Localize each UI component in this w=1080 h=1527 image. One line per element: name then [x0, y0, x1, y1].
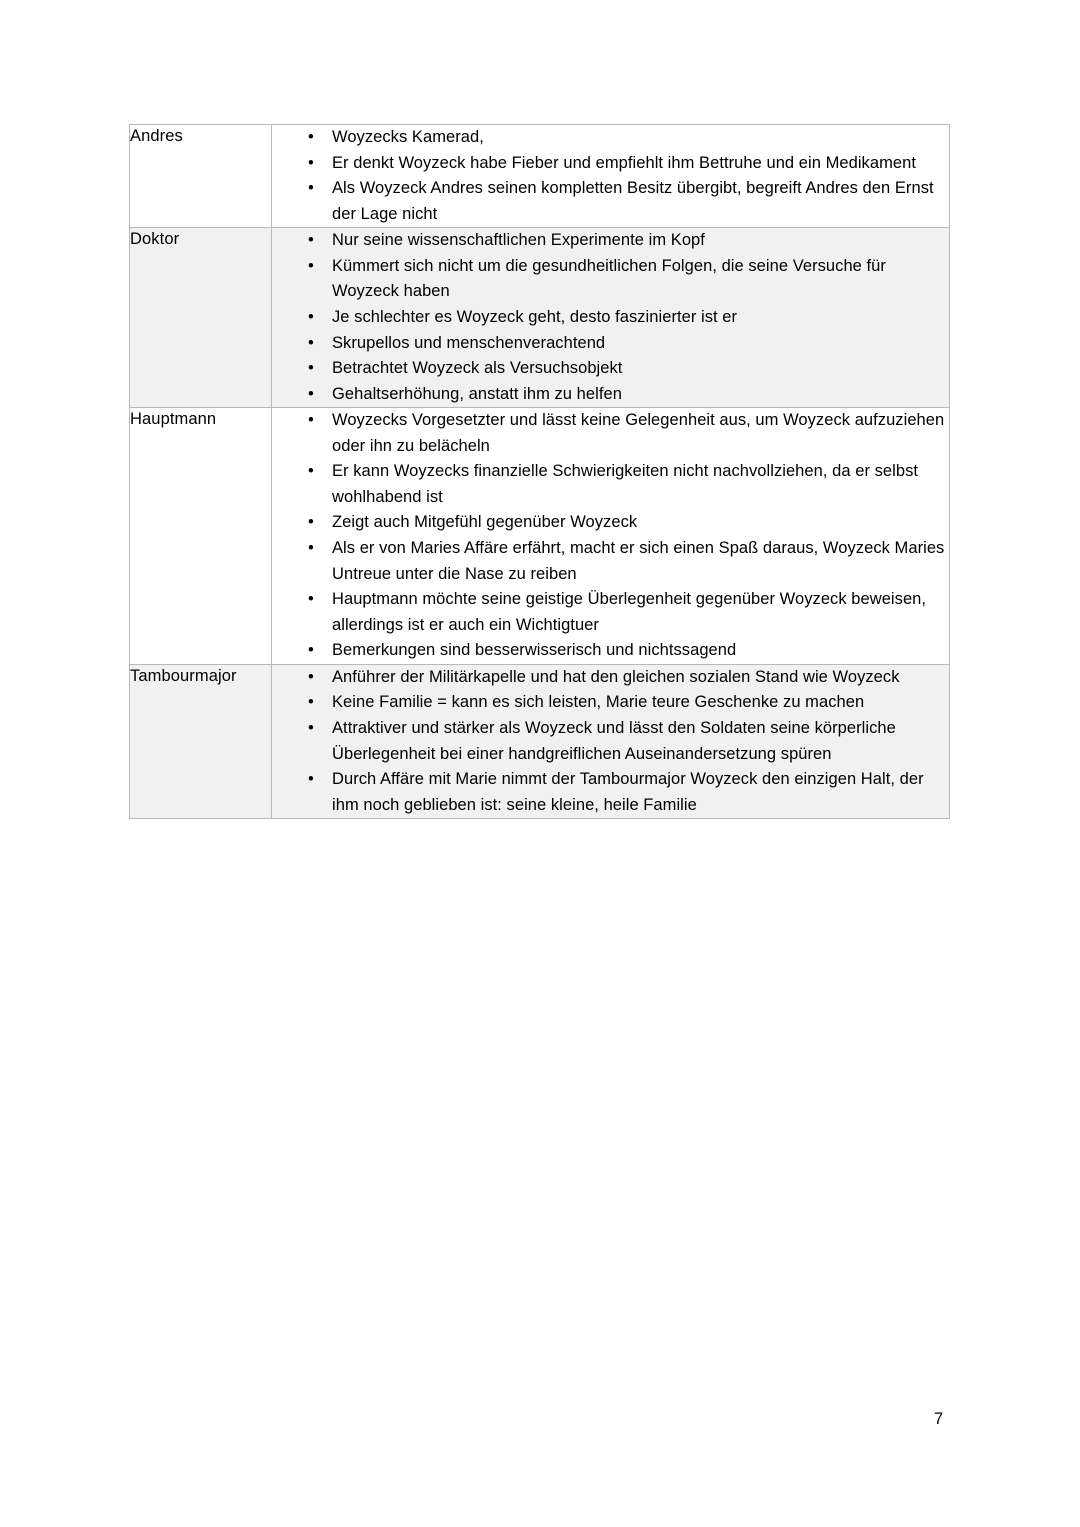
list-item: [272, 690, 949, 716]
list-item: [272, 356, 949, 382]
trait-text: Hauptmann möchte seine geistige Überlegenheit gegenüber Woyzeck beweisen, allerdings ist er auch ein Wichtigtuer: [332, 590, 927, 634]
list-item: [272, 176, 949, 227]
trait-text: Kümmert sich nicht um die gesundheitlichen Folgen, die seine Versuche für Woyzeck haben: [332, 256, 886, 301]
table-row: [130, 125, 950, 228]
trait-text: Woyzecks Vorgesetzter und lässt keine Gelegenheit aus, um Woyzeck aufzuziehen oder ihn zu belächeln: [332, 411, 945, 455]
list-item: [272, 331, 949, 357]
bullet-icon: •: [308, 231, 314, 250]
list-item: [272, 459, 949, 510]
bullet-icon: •: [308, 513, 314, 532]
list-item: [272, 151, 949, 177]
bullet-icon: •: [308, 128, 314, 146]
trait-text: Skrupellos und menschenverachtend: [332, 333, 606, 352]
list-item: [272, 665, 949, 691]
character-name: Doktor: [130, 230, 180, 249]
bullet-icon: •: [308, 333, 314, 352]
bullet-icon: •: [308, 307, 314, 326]
bullet-icon: •: [308, 693, 314, 712]
list-item: [272, 408, 949, 459]
character-traits-cell: [272, 408, 950, 665]
trait-text: Er kann Woyzecks finanzielle Schwierigkeiten nicht nachvollziehen, da er selbst wohlhabend ist: [332, 462, 919, 506]
table-row: [130, 228, 950, 408]
bullet-icon: •: [308, 384, 314, 403]
character-traits-table: [129, 124, 950, 819]
list-item: [272, 638, 949, 664]
list-item: [272, 587, 949, 638]
character-traits-cell: [272, 125, 950, 228]
trait-text: Zeigt auch Mitgefühl gegenüber Woyzeck: [332, 513, 638, 532]
trait-list: [272, 665, 949, 818]
trait-list: [272, 228, 949, 407]
bullet-icon: •: [308, 641, 314, 660]
trait-text: Er denkt Woyzeck habe Fieber und empfiehlt ihm Bettruhe und ein Medikament: [332, 153, 916, 172]
bullet-icon: •: [308, 359, 314, 378]
list-item: [272, 228, 949, 254]
character-name-cell: [130, 664, 272, 818]
trait-text: Als er von Maries Affäre erfährt, macht er sich einen Spaß daraus, Woyzeck Maries Untreue unter die Nase zu reiben: [332, 539, 945, 583]
list-item: [272, 382, 949, 408]
character-name: Hauptmann: [130, 410, 217, 429]
trait-text: Anführer der Militärkapelle und hat den gleichen sozialen Stand wie Woyzeck: [332, 667, 900, 686]
page-number: 7: [934, 1410, 944, 1428]
list-item: [272, 536, 949, 587]
bullet-icon: •: [308, 590, 314, 609]
trait-list: [272, 408, 949, 664]
trait-text: Je schlechter es Woyzeck geht, desto faszinierter ist er: [332, 307, 738, 326]
trait-text: Gehaltserhöhung, anstatt ihm zu helfen: [332, 384, 622, 403]
list-item: [272, 716, 949, 767]
character-traits-cell: [272, 664, 950, 818]
bullet-icon: •: [308, 718, 314, 737]
trait-text: Als Woyzeck Andres seinen kompletten Besitz übergibt, begreift Andres den Ernst der Lage nicht: [332, 179, 934, 223]
list-item: [272, 767, 949, 818]
character-name: Andres: [130, 127, 183, 145]
list-item: [272, 305, 949, 331]
bullet-icon: •: [308, 411, 314, 430]
bullet-icon: •: [308, 256, 314, 275]
bullet-icon: •: [308, 462, 314, 481]
character-name-cell: [130, 408, 272, 665]
bullet-icon: •: [308, 179, 314, 198]
trait-text: Nur seine wissenschaftlichen Experimente im Kopf: [332, 231, 705, 250]
trait-text: Woyzecks Kamerad,: [332, 128, 484, 146]
bullet-icon: •: [308, 667, 314, 686]
character-name: Tambourmajor: [130, 666, 237, 685]
trait-text: Durch Affäre mit Marie nimmt der Tambourmajor Woyzeck den einzigen Halt, der ihm noch geblieben ist: seine kleine, heile Familie: [332, 770, 924, 814]
list-item: [272, 254, 949, 305]
character-traits-cell: [272, 228, 950, 408]
table-row: [130, 408, 950, 665]
bullet-icon: •: [308, 153, 314, 172]
bullet-icon: •: [308, 770, 314, 789]
character-name-cell: [130, 125, 272, 228]
bullet-icon: •: [308, 539, 314, 557]
character-name-cell: [130, 228, 272, 408]
trait-list: [272, 125, 949, 227]
trait-text: Bemerkungen sind besserwisserisch und nichtssagend: [332, 641, 737, 660]
character-traits-table-body: [130, 125, 950, 819]
trait-text: Attraktiver und stärker als Woyzeck und lässt den Soldaten seine körperliche Überlegenheit bei einer handgreiflichen Auseinandersetzung spüren: [332, 718, 896, 763]
trait-text: Betrachtet Woyzeck als Versuchsobjekt: [332, 359, 623, 378]
table-row: [130, 664, 950, 818]
list-item: [272, 125, 949, 151]
list-item: [272, 510, 949, 536]
trait-text: Keine Familie = kann es sich leisten, Marie teure Geschenke zu machen: [332, 693, 865, 712]
